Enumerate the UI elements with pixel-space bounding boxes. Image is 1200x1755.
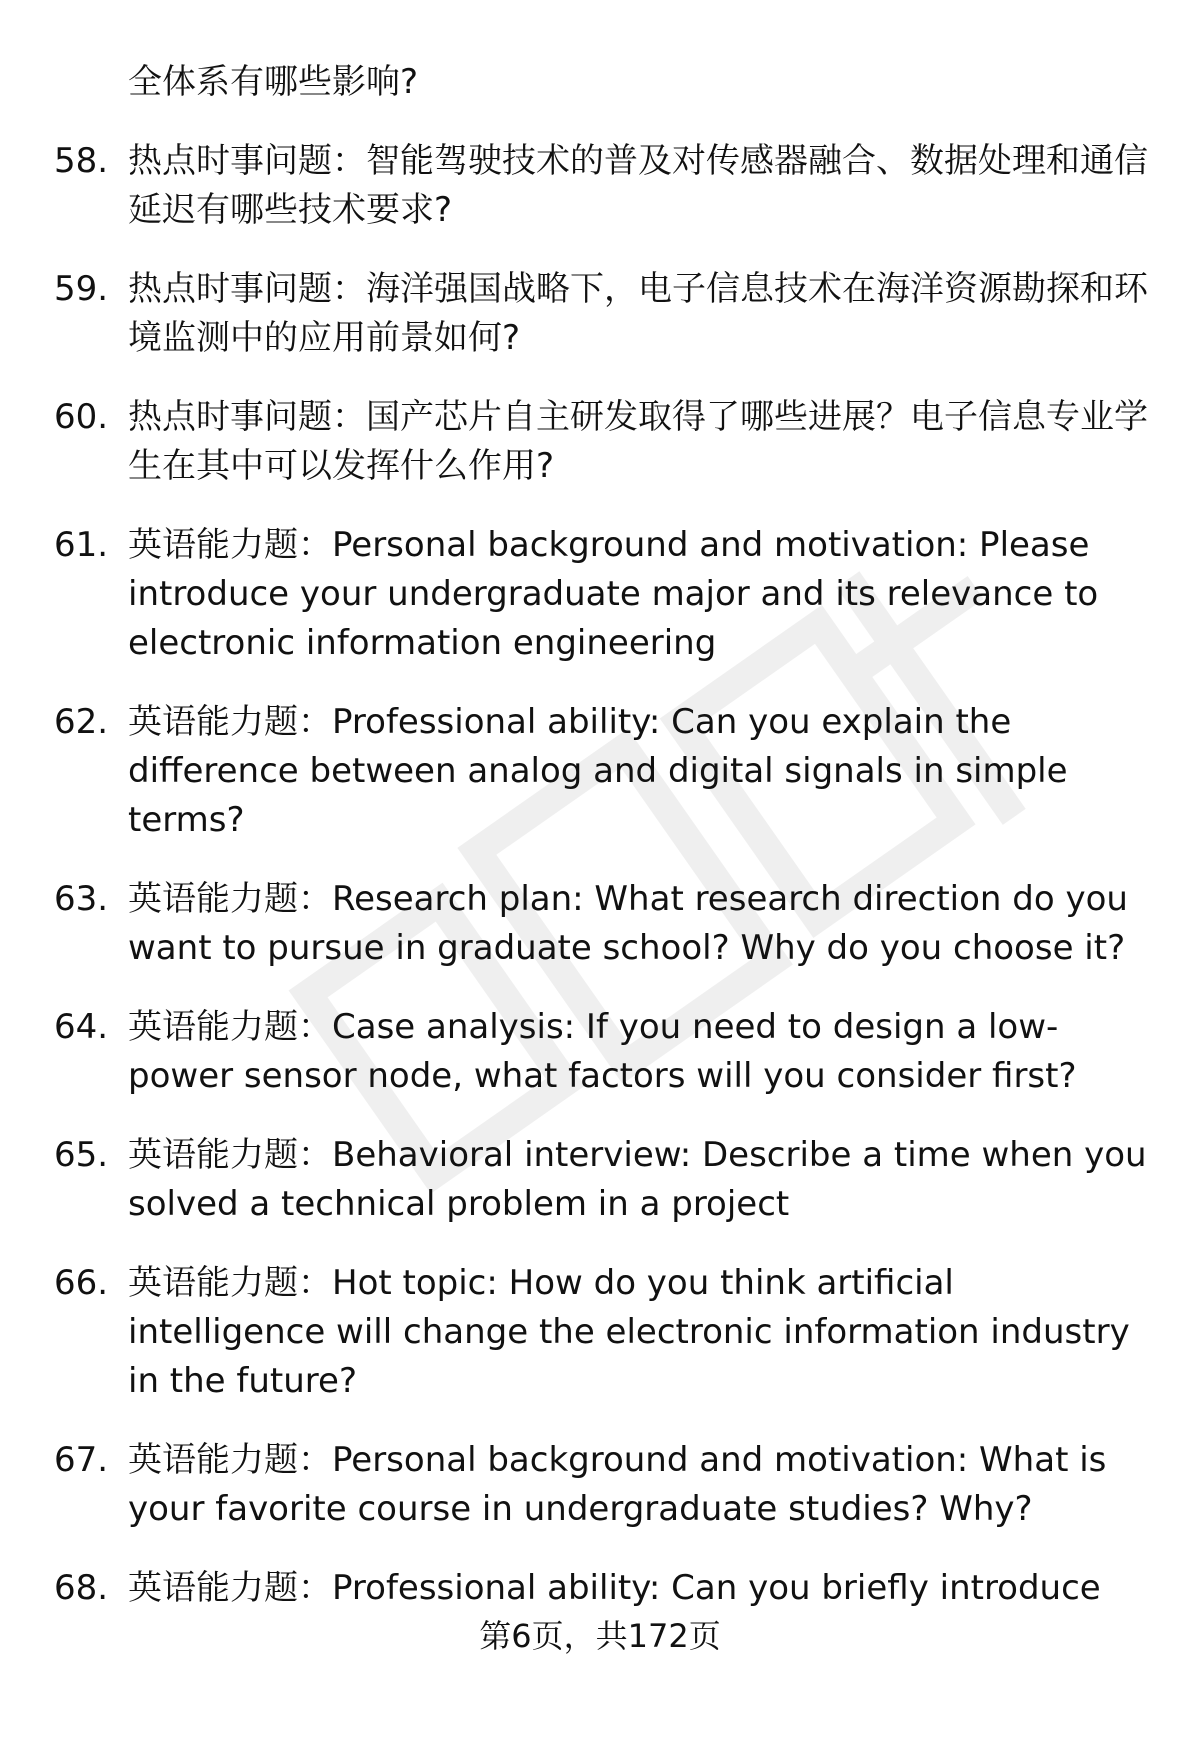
item-text: 英语能力题：Hot topic: How do you think artificial intelligence will change the electronic information industry in the future? — [128, 1263, 1130, 1401]
item-text: 英语能力题：Professional ability: Can you explain the difference between analog and digital signals in simple terms? — [128, 702, 1068, 840]
list-item — [54, 393, 1154, 491]
item-text: 热点时事问题：智能驾驶技术的普及对传感器融合、数据处理和通信延迟有哪些技术要求? — [128, 141, 1148, 230]
item-text: 英语能力题：Professional ability: Can you briefly introduce — [128, 1568, 1101, 1608]
list-item — [54, 1259, 1154, 1406]
list-item — [54, 1131, 1154, 1229]
item-number: 62. — [54, 702, 109, 742]
list-item — [54, 137, 1154, 235]
item-number: 60. — [54, 397, 109, 437]
item-number: 58. — [54, 141, 109, 181]
list-item — [54, 1436, 1154, 1534]
continued-text: 全体系有哪些影响? — [128, 62, 419, 102]
item-text: 英语能力题：Behavioral interview: Describe a time when you solved a technical problem in a project — [128, 1135, 1147, 1224]
item-number: 66. — [54, 1263, 109, 1303]
item-number: 65. — [54, 1135, 109, 1175]
list-item — [54, 698, 1154, 845]
item-number: 63. — [54, 879, 109, 919]
list-item — [54, 1003, 1154, 1101]
list-item — [54, 875, 1154, 973]
item-text: 英语能力题：Case analysis: If you need to design a low-power sensor node, what factors will you consider first? — [128, 1007, 1077, 1096]
list-item — [54, 521, 1154, 668]
question-list — [54, 58, 1154, 1643]
page-footer: 第6页，共172页 — [479, 1617, 721, 1655]
item-number: 67. — [54, 1440, 109, 1480]
item-number: 68. — [54, 1568, 109, 1608]
list-item — [54, 265, 1154, 363]
item-text: 热点时事问题：国产芯片自主研发取得了哪些进展？电子信息专业学生在其中可以发挥什么作用? — [128, 397, 1148, 486]
item-text: 英语能力题：Research plan: What research direction do you want to pursue in graduate school? Why do you choose it? — [128, 879, 1128, 968]
list-item — [54, 1564, 1154, 1613]
item-text: 英语能力题：Personal background and motivation: What is your favorite course in undergraduate studies? Why? — [128, 1440, 1107, 1529]
item-text: 英语能力题：Personal background and motivation: Please introduce your undergraduate major and its relevance to electronic information engineering — [128, 525, 1099, 663]
item-number: 64. — [54, 1007, 109, 1047]
item-number: 59. — [54, 269, 109, 309]
item-number: 61. — [54, 525, 109, 565]
item-text: 热点时事问题：海洋强国战略下，电子信息技术在海洋资源勘探和环境监测中的应用前景如何? — [128, 269, 1148, 358]
